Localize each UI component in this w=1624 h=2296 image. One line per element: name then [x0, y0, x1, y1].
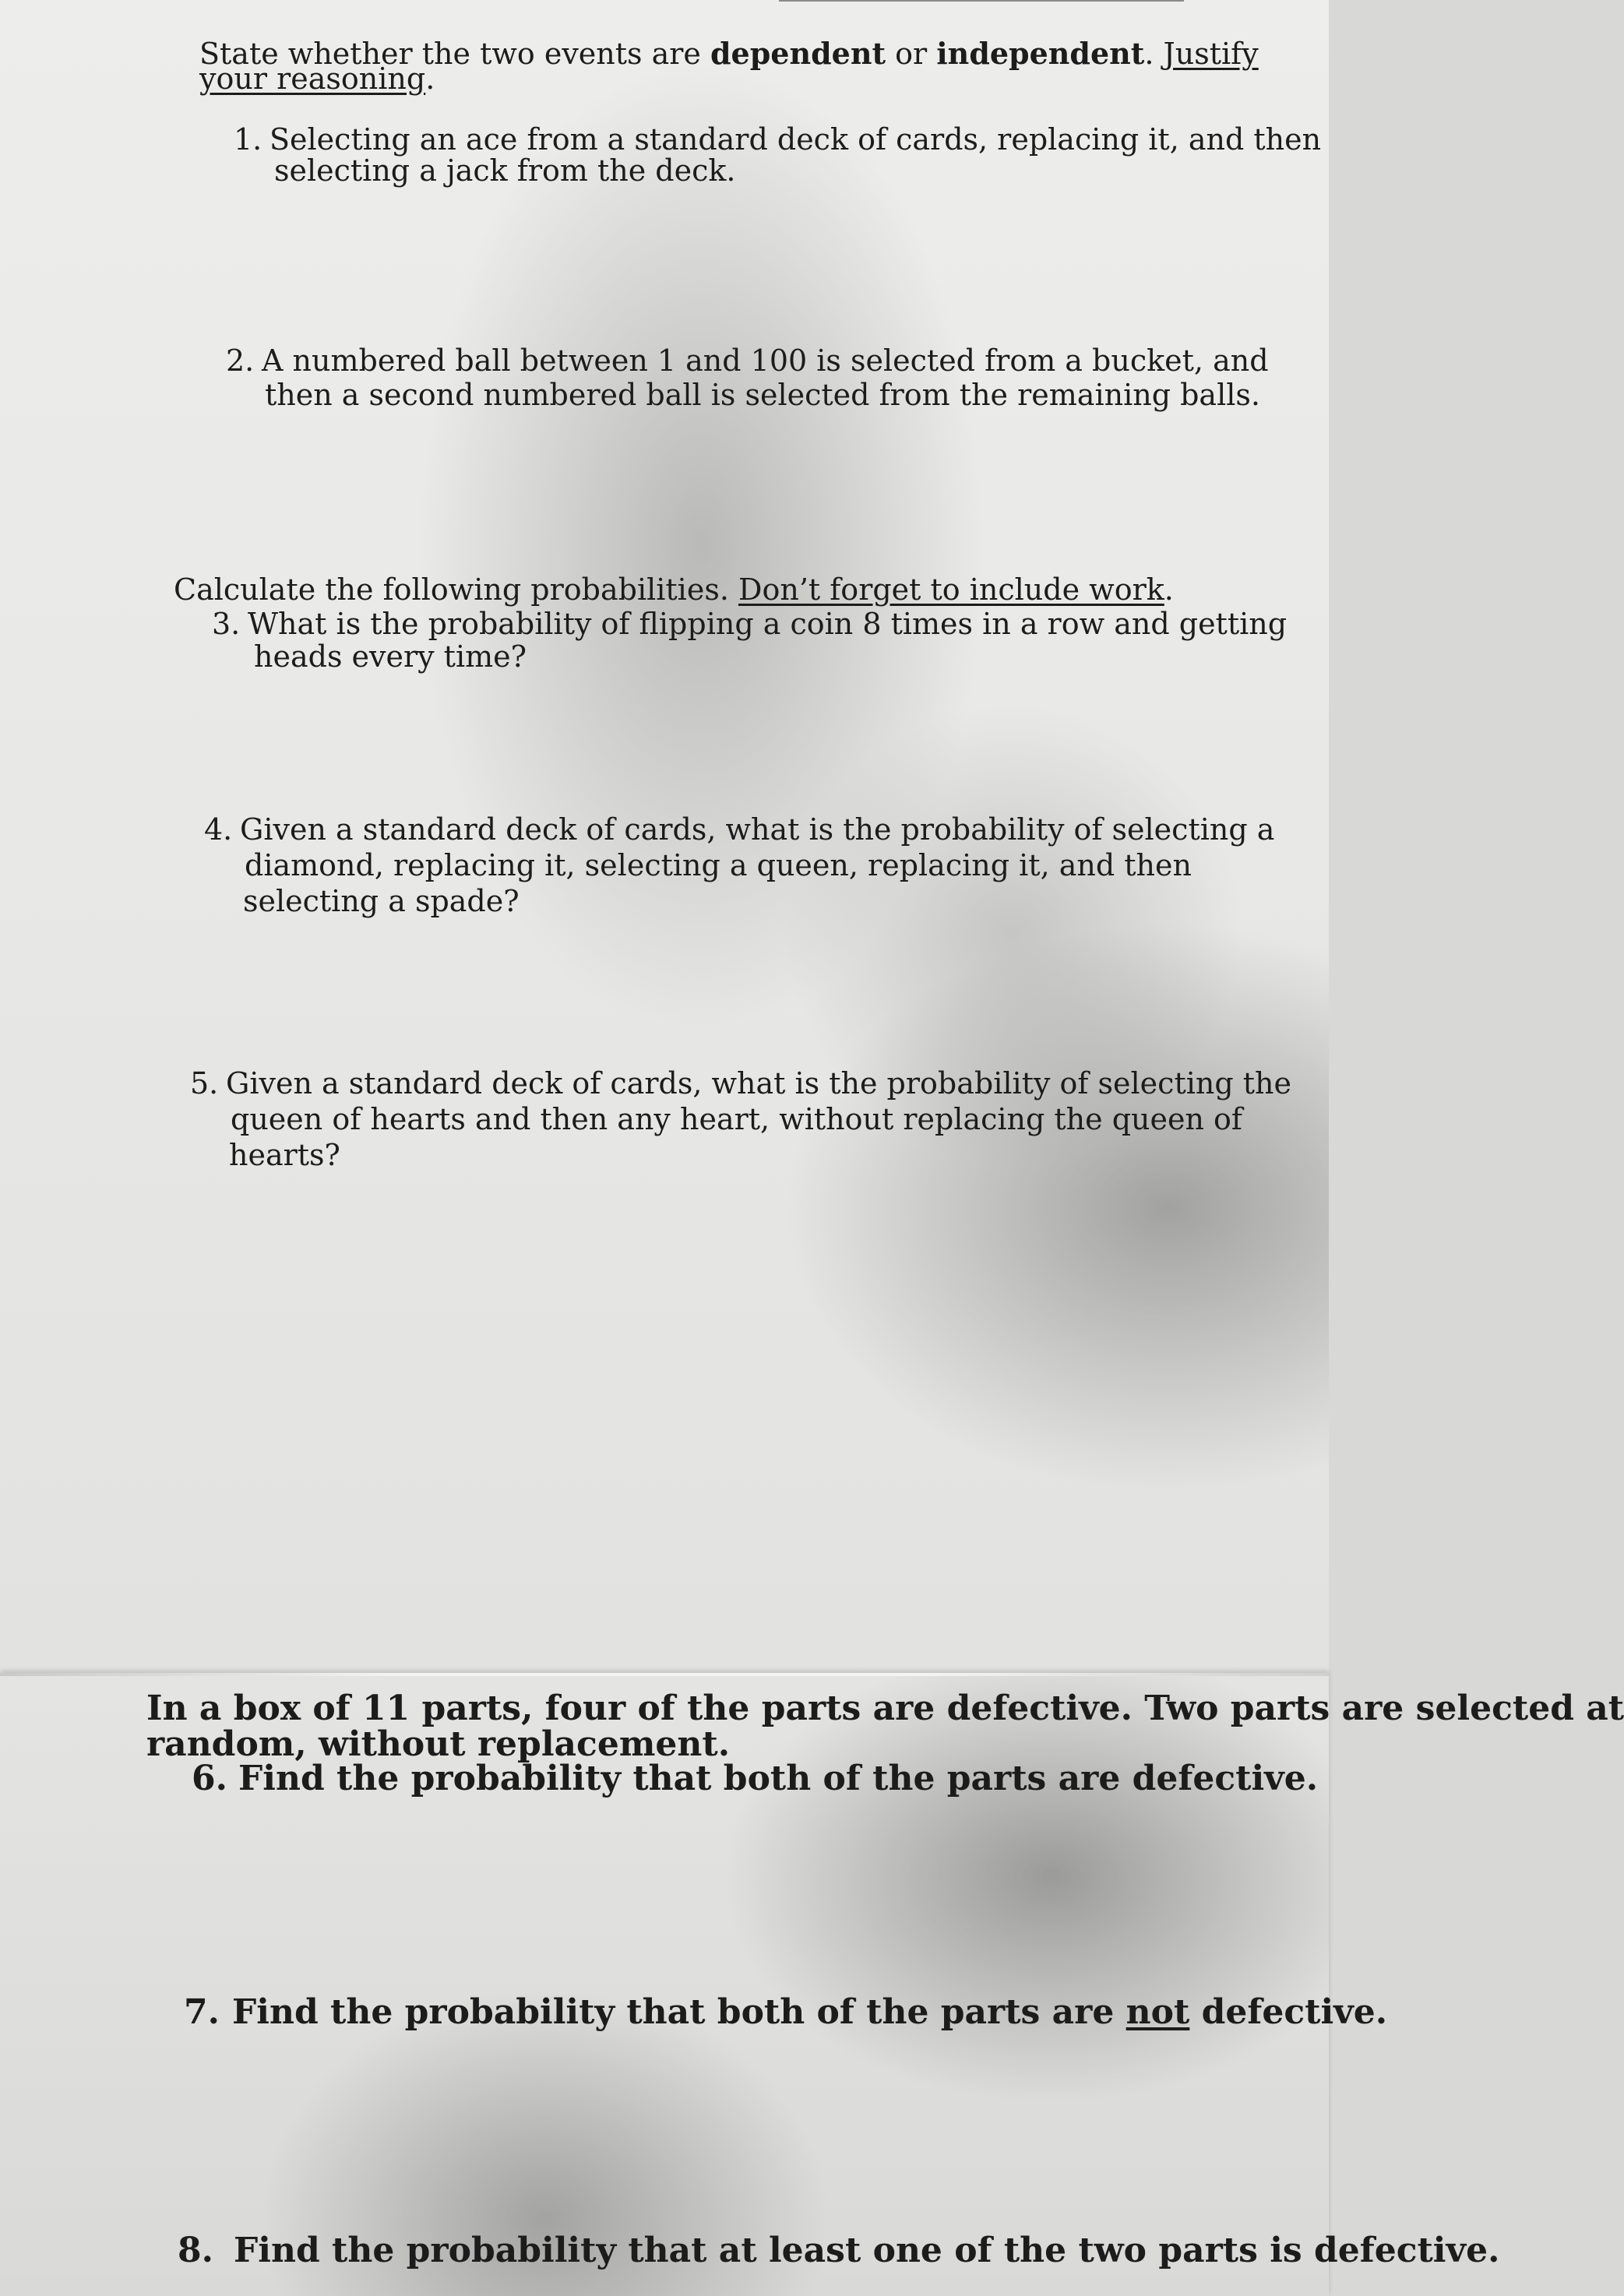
question-text-line: Given a standard deck of cards, what is the probability of selecting a: [240, 812, 1275, 847]
section3-intro: [146, 1689, 1624, 1765]
question-number: 1.: [234, 122, 262, 157]
instruction-end: .: [1164, 572, 1174, 607]
question-text-line: diamond, replacing it, selecting a queen, replacing it, and then: [245, 848, 1192, 882]
independent-word: independent: [936, 36, 1145, 71]
work-note: Don’t forget to include work: [738, 572, 1164, 607]
question-text-line: queen of hearts and then any heart, without replacing the queen of: [231, 1102, 1242, 1136]
section2-instruction: [174, 572, 1174, 607]
question-text-line: then a second numbered ball is selected from the remaining balls.: [265, 378, 1260, 412]
question-number: 6.: [192, 1759, 227, 1798]
justify-reasoning: your reasoning: [199, 62, 426, 96]
question-text-line: What is the probability of flipping a coin 8 times in a row and getting: [248, 607, 1288, 641]
question-5: [190, 1065, 1291, 1173]
dependent-word: dependent: [710, 36, 886, 71]
question-number: 7.: [184, 1992, 220, 2032]
question-text-line: selecting a jack from the deck.: [274, 153, 736, 188]
question-number: 2.: [226, 343, 255, 378]
question-3: [212, 606, 1287, 674]
page-edge: [0, 1673, 1329, 1676]
section1-instruction-line2: [199, 61, 435, 97]
justify-end: .: [425, 62, 435, 96]
question-text-line: heads every time?: [254, 639, 527, 674]
question-7: [184, 1992, 1387, 2033]
question-text-line: A numbered ball between 1 and 100 is selected from a bucket, and: [262, 343, 1269, 378]
question-text-line: hearts?: [229, 1138, 340, 1172]
not-word: not: [1126, 1992, 1190, 2032]
question-text: Find the probability that both of the parts are: [232, 1992, 1126, 2032]
question-text-line: Given a standard deck of cards, what is the probability of selecting the: [226, 1066, 1291, 1100]
question-4: [204, 812, 1274, 919]
page-top-rule: [779, 0, 1184, 2]
question-number: 8.: [178, 2231, 213, 2270]
question-number: 3.: [212, 607, 241, 641]
question-1: [234, 121, 1321, 188]
justify-word: Justify: [1163, 37, 1259, 71]
instruction-text: State whether the two events are: [199, 37, 710, 71]
question-text-line: Selecting an ace from a standard deck of cards, replacing it, and then: [269, 122, 1322, 157]
worksheet-page-bottom: [0, 1673, 1624, 2296]
intro-line: random, without replacement.: [146, 1724, 731, 1764]
question-text: Find the probability that at least one of the two parts is defective.: [234, 2231, 1500, 2270]
question-number: 4.: [204, 812, 233, 847]
intro-line: In a box of 11 parts, four of the parts are defective. Two parts are selected at: [146, 1689, 1624, 1728]
or-word: or: [886, 37, 937, 71]
question-number: 5.: [190, 1066, 219, 1100]
question-text-end: defective.: [1189, 1992, 1388, 2032]
question-6: [192, 1759, 1318, 1799]
question-text: Find the probability that both of the parts are defective.: [238, 1759, 1319, 1798]
instruction-period: .: [1144, 37, 1164, 71]
question-2: [226, 343, 1269, 413]
question-8: [178, 2231, 1499, 2271]
question-text-line: selecting a spade?: [243, 884, 520, 918]
instruction-text: Calculate the following probabilities.: [174, 572, 738, 607]
